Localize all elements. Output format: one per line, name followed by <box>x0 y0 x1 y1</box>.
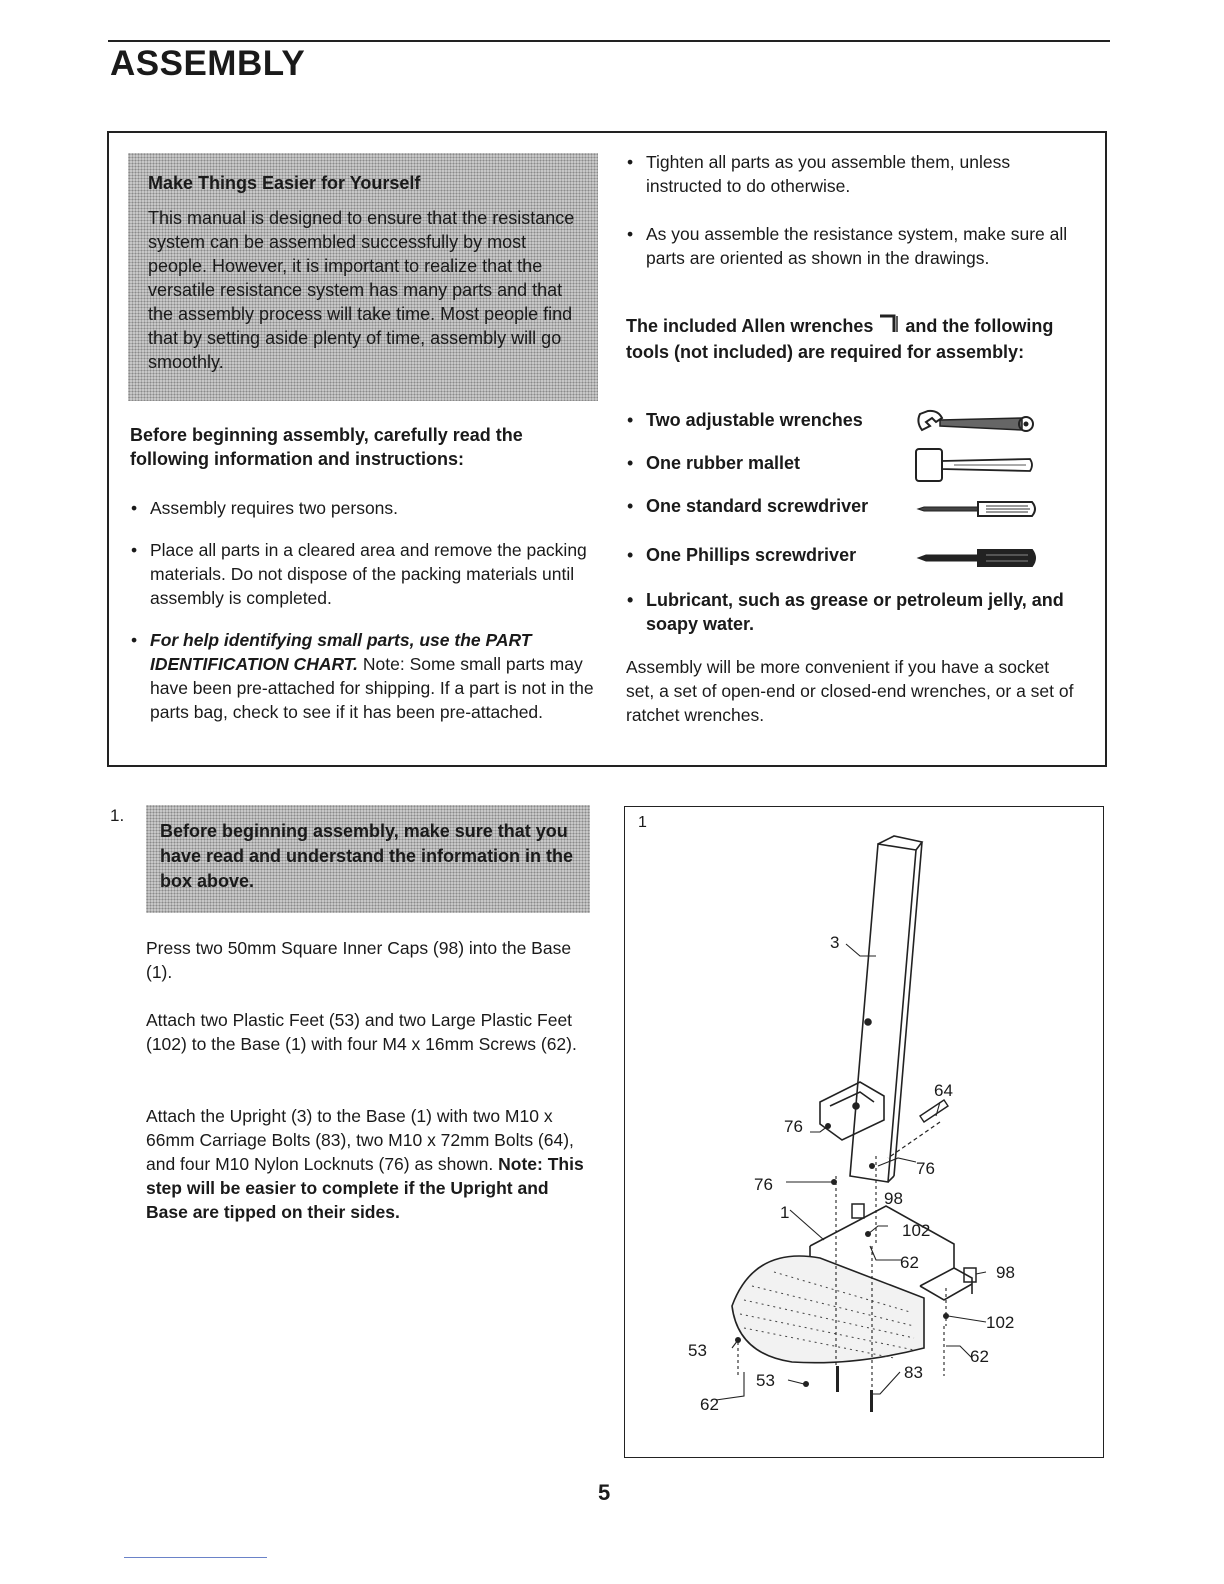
step-paragraph <box>146 1104 592 1224</box>
upright-tube <box>850 836 922 1182</box>
tool-item <box>626 494 1086 524</box>
tool-label: One Phillips screwdriver <box>646 545 857 565</box>
tool-label: One standard screwdriver <box>646 496 869 516</box>
bullet-dot: • <box>627 410 634 430</box>
step-callout-box <box>146 805 590 913</box>
step-note: Note: This step will be easier to complete if the Upright and Base are tipped on their sides. <box>146 1154 584 1222</box>
callout-bolt: 64 <box>934 1081 953 1100</box>
step-callout-text: Before beginning assembly, make sure that you have read and understand the information in the box above. <box>160 821 574 891</box>
callout-nut: 76 <box>754 1175 773 1194</box>
right-bullet-list <box>626 150 1088 270</box>
before-reading-heading: Before beginning assembly, carefully read the following information and instructions: <box>130 425 523 469</box>
upright-bracket <box>820 1082 884 1140</box>
bullet-dot: • <box>627 496 634 516</box>
tip-box <box>128 153 598 401</box>
convenience-note: Assembly will be more convenient if you have a socket set, a set of open-end or closed-end wrenches, or a set of ratchet wrenches. <box>626 657 1074 725</box>
callout-screw: 62 <box>900 1253 919 1272</box>
callout-foot: 53 <box>756 1371 775 1390</box>
assembly-diagram <box>624 806 1104 1458</box>
tool-item <box>626 543 1086 573</box>
tip-title: Make Things Easier for Yourself <box>148 173 421 193</box>
page-number: 5 <box>598 1480 611 1505</box>
top-rule <box>108 40 1110 42</box>
phillips-screwdriver-icon <box>914 543 1038 573</box>
step-paragraph-text: Attach the Upright (3) to the Base (1) with two M10 x 66mm Carriage Bolts (83), two M10 x 72mm Bolts (64), and four M10 Nylon Locknuts (76) as shown. <box>146 1106 574 1174</box>
callout-large-foot: 102 <box>986 1313 1015 1332</box>
left-bullet-item: • Assembly requires two persons. <box>130 496 598 520</box>
step-paragraph: Attach two Plastic Feet (53) and two Large Plastic Feet (102) to the Base (1) with four M4 x 16mm Screws (62). <box>146 1010 577 1054</box>
figure-number: 1 <box>638 814 647 831</box>
right-bullet-item: • As you assemble the resistance system, make sure all parts are oriented as shown in the drawings. <box>626 222 1088 270</box>
callout-large-foot: 102 <box>902 1221 931 1240</box>
tool-item <box>626 451 1086 481</box>
step-paragraph: Press two 50mm Square Inner Caps (98) into the Base (1). <box>146 938 572 982</box>
callout-base: 1 <box>780 1203 790 1222</box>
callout-screw: 62 <box>970 1347 989 1366</box>
tools-intro <box>626 314 1081 364</box>
lubricant-list <box>626 588 1088 636</box>
callout-cap: 98 <box>996 1263 1015 1282</box>
left-bullet-list <box>130 496 598 724</box>
bottom-rule <box>124 1557 267 1558</box>
callout-nut: 76 <box>916 1159 935 1178</box>
base-platform <box>732 1256 924 1363</box>
callout-foot: 53 <box>688 1341 707 1360</box>
tool-label: Two adjustable wrenches <box>646 410 863 430</box>
standard-screwdriver-icon <box>914 494 1038 524</box>
tools-intro-part1: The included Allen wrenches <box>626 316 874 336</box>
bullet-dot: • <box>627 545 634 565</box>
right-bullet-item: • Tighten all parts as you assemble them, unless instructed to do otherwise. <box>626 150 1088 198</box>
part-help-note: Note: Some small parts may have been pre-attached for shipping. If a part is not in the parts bag, check to see if it has been pre-attached. <box>150 654 594 722</box>
page-title: ASSEMBLY <box>110 44 306 83</box>
callout-carriage-bolt: 83 <box>904 1363 923 1382</box>
part-help-item <box>130 628 598 724</box>
tool-label: One rubber mallet <box>646 453 801 473</box>
tools-intro-part2: and the following tools (not included) are required for assembly: <box>626 316 1054 362</box>
tool-item <box>626 408 1086 438</box>
rubber-mallet-icon <box>914 447 1038 487</box>
tip-body: This manual is designed to ensure that the resistance system can be assembled successfully by most people. However, it is important to realize that the versatile resistance system has many parts and that the assembly process will take time. Most people find that by setting aside plenty of time, assembly will go smoothly. <box>148 208 575 372</box>
lubricant-item: • Lubricant, such as grease or petroleum jelly, and soapy water. <box>626 588 1088 636</box>
callout-upright: 3 <box>830 933 840 952</box>
allen-wrench-icon <box>878 314 900 340</box>
bullet-dot: • <box>627 453 634 473</box>
callout-nut: 76 <box>784 1117 803 1136</box>
bolt-64 <box>920 1100 948 1122</box>
adjustable-wrench-icon <box>914 408 1038 440</box>
step-number: 1. <box>110 806 125 825</box>
callout-cap: 98 <box>884 1189 903 1208</box>
left-bullet-item: • Place all parts in a cleared area and remove the packing materials. Do not dispose of the packing materials until assembly is completed. <box>130 538 598 610</box>
callout-screw: 62 <box>700 1395 719 1414</box>
part-help-emphasis: For help identifying small parts, use the PART IDENTIFICATION CHART. <box>150 630 532 674</box>
